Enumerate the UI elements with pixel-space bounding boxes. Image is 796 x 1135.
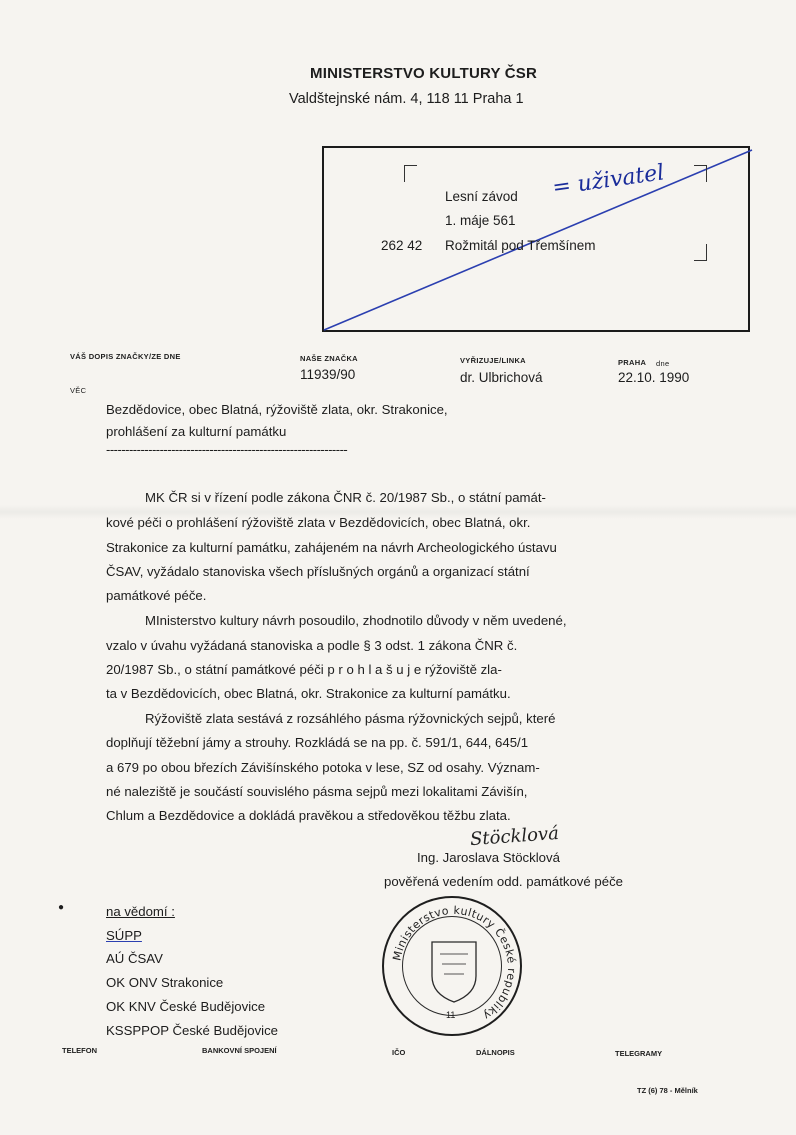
window-corner-mark — [404, 165, 417, 182]
copies-heading: na vědomí : — [106, 904, 175, 919]
recipient-line2: 1. máje 561 — [445, 213, 516, 228]
body-line: MK ČR si v řízení podle zákona ČNR č. 20/1987 Sb., o státní památ- — [145, 490, 546, 505]
body-line: a 679 po obou březích Závišínského potoka v lese, SZ od osahy. Význam- — [106, 760, 540, 775]
recipient-line1: Lesní závod — [445, 189, 518, 204]
copies-item: OK ONV Strakonice — [106, 975, 224, 990]
body-line: památkové péče. — [106, 588, 207, 603]
body-line: Chlum a Bezdědovice a dokládá pravěkou a středověkou těžbu zlata. — [106, 808, 511, 823]
recipient-postcode: 262 42 — [381, 238, 423, 253]
print-code: TZ (6) 78 - Mělník — [637, 1086, 698, 1095]
body-line: kové péči o prohlášení rýžoviště zlata v Bezdědovicích, obec Blatná, okr. — [106, 515, 531, 530]
subject-line1: Bezdědovice, obec Blatná, rýžoviště zlata, okr. Strakonice, — [106, 402, 448, 417]
subject-rule: --------------------------------------------------------------- — [106, 442, 348, 457]
date-label: dne — [656, 359, 670, 368]
body-line: ČSAV, vyžádalo stanoviska všech příslušných orgánů a organizací státní — [106, 564, 530, 579]
subject-label: VĚC — [70, 386, 87, 395]
body-line: ta v Bezdědovicích, obec Blatná, okr. Strakonice za kulturní památku. — [106, 686, 511, 701]
copies-item: KSSPPOP České Budějovice — [106, 1023, 279, 1038]
copies-item: OK KNV České Budějovice — [106, 999, 266, 1014]
window-corner-mark — [694, 244, 707, 261]
handwritten-note: = uživatel — [550, 160, 666, 201]
ministry-address: Valdštejnské nám. 4, 118 11 Praha 1 — [289, 91, 524, 107]
handled-by-label: VYŘIZUJE/LINKA — [460, 356, 526, 365]
our-ref-label: NAŠE ZNAČKA — [300, 354, 358, 363]
handled-by-value: dr. Ulbrichová — [460, 370, 543, 385]
footer-ico: IČO — [392, 1048, 406, 1057]
stamp-number: 11 — [446, 1010, 456, 1020]
body-line: vzalo v úvahu vyžádaná stanoviska a podle § 3 odst. 1 zákona ČNR č. — [106, 638, 518, 653]
body-line: doplňují těžební jámy a strouhy. Rozkládá se na pp. č. 591/1, 644, 645/1 — [106, 735, 529, 750]
body-line: MInisterstvo kultury návrh posoudilo, zhodnotilo důvody v něm uvedené, — [145, 613, 567, 628]
bullet-mark: ● — [58, 902, 65, 913]
footer-telefon: TELEFON — [62, 1046, 97, 1055]
handwritten-signature: Stöcklová — [469, 822, 560, 851]
signatory-position: pověřená vedením odd. památkové péče — [384, 874, 623, 889]
signatory-name: Ing. Jaroslava Stöcklová — [417, 850, 560, 865]
stamp-ring-text: Ministerstvo kultury České republiky — [390, 903, 519, 1023]
recipient-city: Rožmitál pod Třemšínem — [445, 238, 596, 253]
copies-item: AÚ ČSAV — [106, 951, 163, 966]
footer-dalnopis: DÁLNOPIS — [476, 1048, 515, 1057]
footer-telegramy: TELEGRAMY — [615, 1049, 663, 1058]
date-value: 22.10. 1990 — [618, 370, 690, 385]
body-line: Strakonice za kulturní památku, zahájeném na návrh Archeologického ústavu — [106, 540, 557, 555]
body-line: 20/1987 Sb., o státní památkové péči p r o h l a š u j e rýžoviště zla- — [106, 662, 502, 677]
ministry-name: MINISTERSTVO KULTURY ČSR — [310, 65, 538, 82]
copies-item: SÚPP — [106, 928, 142, 943]
body-line: né naleziště je součástí souvislého pásma sejpů mezi lokalitami Závišín, — [106, 784, 528, 799]
body-line: Rýžoviště zlata sestává z rozsáhlého pásma rýžovnických sejpů, které — [145, 711, 556, 726]
subject-line2: prohlášení za kulturní památku — [106, 424, 287, 439]
window-corner-mark — [694, 165, 707, 182]
our-ref-value: 11939/90 — [300, 367, 356, 382]
stamp-inner-ring — [402, 916, 502, 1016]
city-label: PRAHA — [618, 358, 647, 367]
footer-bank: BANKOVNÍ SPOJENÍ — [202, 1046, 277, 1055]
your-letter-label: VÁŠ DOPIS ZNAČKY/ZE DNE — [70, 352, 181, 361]
